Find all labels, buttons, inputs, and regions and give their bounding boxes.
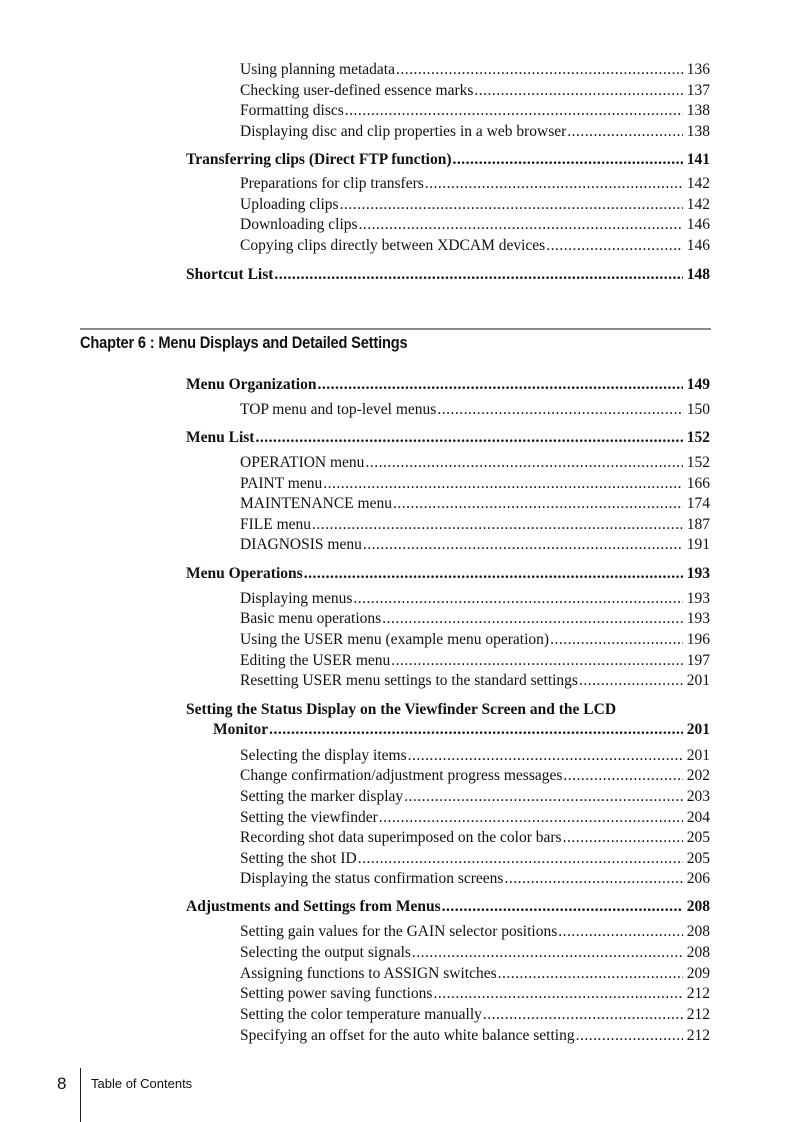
toc-entry-page: 191	[686, 536, 710, 553]
toc-section-title: Menu List	[186, 429, 255, 446]
toc-entry-page: 150	[686, 401, 710, 418]
toc-entry[interactable]	[240, 651, 710, 671]
toc-section-page: 193	[686, 565, 710, 582]
toc-entry-page: 166	[686, 475, 710, 492]
toc-entry[interactable]	[240, 195, 710, 215]
toc-section-title: Menu Operations	[186, 565, 303, 582]
leader-dots	[317, 375, 683, 395]
toc-entry-page: 137	[686, 82, 710, 99]
toc-section-page: 201	[686, 721, 710, 738]
toc-entry[interactable]	[240, 609, 710, 629]
toc-entry[interactable]	[240, 746, 710, 766]
toc-entry[interactable]	[240, 828, 710, 848]
toc-entry-page: 193	[686, 610, 710, 627]
leader-dots	[365, 453, 683, 473]
toc-entry-title: Editing the USER menu	[240, 652, 391, 669]
toc-entry[interactable]	[240, 453, 710, 473]
toc-entry-page: 205	[686, 850, 710, 867]
toc-entry-page: 208	[686, 923, 710, 940]
toc-entry[interactable]	[240, 787, 710, 807]
toc-section-title: Shortcut List	[186, 266, 274, 283]
toc-entry-title: PAINT menu	[240, 475, 323, 492]
toc-entry[interactable]	[240, 515, 710, 535]
toc-section-title: Menu Organization	[186, 376, 317, 393]
leader-dots	[274, 265, 683, 285]
toc-entry[interactable]	[240, 400, 710, 420]
toc-entry-page: 212	[686, 985, 710, 1002]
toc-entry-page: 197	[686, 652, 710, 669]
toc-entry-page: 142	[686, 196, 710, 213]
leader-dots	[425, 174, 683, 194]
toc-entry-title: Displaying the status confirmation screens	[240, 870, 504, 887]
toc-entry-title: Recording shot data superimposed on the color bars	[240, 829, 562, 846]
chapter-divider	[80, 328, 711, 330]
toc-entry-title: Change confirmation/adjustment progress messages	[240, 767, 563, 784]
leader-dots	[579, 671, 683, 691]
toc-section-menu-organization[interactable]	[186, 375, 710, 395]
toc-entry-title: Preparations for clip transfers	[240, 175, 424, 192]
toc-entry-page: 204	[686, 809, 710, 826]
leader-dots	[474, 81, 683, 101]
toc-entry-page: 146	[686, 237, 710, 254]
toc-entry[interactable]	[240, 101, 710, 121]
leader-dots	[576, 1026, 683, 1046]
footer-divider	[80, 1068, 81, 1122]
toc-entry-page: 138	[686, 123, 710, 140]
toc-entry-title: Displaying disc and clip properties in a web browser	[240, 123, 567, 140]
toc-section-page: 208	[686, 898, 710, 915]
toc-entry-title: Using the USER menu (example menu operation)	[240, 631, 550, 648]
toc-section-shortcut[interactable]	[186, 265, 710, 285]
leader-dots	[391, 651, 683, 671]
chapter-title: Chapter 6 : Menu Displays and Detailed Settings	[80, 333, 408, 352]
leader-dots	[433, 984, 683, 1004]
leader-dots	[255, 428, 683, 448]
leader-dots	[408, 746, 683, 766]
toc-entry[interactable]	[240, 215, 710, 235]
toc-entry-title: Resetting USER menu settings to the standard settings	[240, 672, 578, 689]
toc-entry[interactable]	[240, 630, 710, 650]
toc-entry[interactable]	[240, 535, 710, 555]
toc-entry-page: 174	[686, 495, 710, 512]
toc-entry-title: Assigning functions to ASSIGN switches	[240, 965, 497, 982]
toc-entry-title: MAINTENANCE menu	[240, 495, 392, 512]
toc-entry-title: OPERATION menu	[240, 454, 365, 471]
leader-dots	[358, 849, 683, 869]
toc-entry[interactable]	[240, 474, 710, 494]
leader-dots	[412, 943, 683, 963]
toc-entry-page: 212	[686, 1006, 710, 1023]
toc-section-page: 148	[686, 266, 710, 283]
leader-dots	[363, 535, 683, 555]
toc-entry[interactable]	[240, 922, 710, 942]
toc-section-status-display[interactable]	[213, 720, 710, 740]
toc-entry[interactable]	[240, 589, 710, 609]
toc-entry-page: 136	[686, 61, 710, 78]
toc-entry-title: Setting power saving functions	[240, 985, 433, 1002]
toc-entry[interactable]	[240, 964, 710, 984]
toc-entry[interactable]	[240, 122, 710, 142]
toc-entry[interactable]	[240, 869, 710, 889]
toc-entry-title: FILE menu	[240, 516, 312, 533]
leader-dots	[563, 828, 683, 848]
toc-section-adjustments[interactable]	[186, 897, 710, 917]
toc-entry-title: Uploading clips	[240, 196, 339, 213]
toc-entry[interactable]	[240, 849, 710, 869]
leader-dots	[442, 897, 683, 917]
toc-entry-title: Downloading clips	[240, 216, 358, 233]
toc-entry-page: 206	[686, 870, 710, 887]
leader-dots	[483, 1005, 683, 1025]
leader-dots	[312, 515, 683, 535]
toc-entry-title: Specifying an offset for the auto white balance setting	[240, 1027, 575, 1044]
toc-section-title: Transferring clips (Direct FTP function)	[186, 151, 452, 168]
toc-section-page: 149	[686, 376, 710, 393]
toc-entry-title: Displaying menus	[240, 590, 353, 607]
toc-entry-title: Selecting the output signals	[240, 944, 411, 961]
toc-entry-title: Setting the shot ID	[240, 850, 357, 867]
toc-entry[interactable]	[240, 808, 710, 828]
toc-entry[interactable]	[240, 943, 710, 963]
leader-dots	[498, 964, 683, 984]
leader-dots	[353, 589, 683, 609]
leader-dots	[382, 609, 683, 629]
toc-entry-page: 208	[686, 944, 710, 961]
toc-entry-page: 203	[686, 788, 710, 805]
toc-entry-title: Selecting the display items	[240, 747, 407, 764]
leader-dots	[546, 236, 683, 256]
toc-entry-page: 209	[686, 965, 710, 982]
toc-section-menu-operations[interactable]	[186, 564, 710, 584]
leader-dots	[396, 60, 683, 80]
toc-entry-title: Setting the marker display	[240, 788, 404, 805]
leader-dots	[393, 494, 683, 514]
toc-entry-page: 187	[686, 516, 710, 533]
toc-entry-page: 142	[686, 175, 710, 192]
leader-dots	[550, 630, 683, 650]
toc-entry[interactable]	[240, 81, 710, 101]
leader-dots	[323, 474, 683, 494]
leader-dots	[379, 808, 683, 828]
toc-entry[interactable]	[240, 1026, 710, 1046]
leader-dots	[452, 150, 683, 170]
toc-entry-title: Using planning metadata	[240, 61, 395, 78]
leader-dots	[567, 122, 683, 142]
leader-dots	[504, 869, 683, 889]
toc-entry-page: 201	[686, 672, 710, 689]
toc-entry-title: Formatting discs	[240, 102, 344, 119]
toc-section-transferring[interactable]	[186, 150, 710, 170]
toc-section-title: Monitor	[213, 721, 269, 738]
toc-entry[interactable]	[240, 236, 710, 256]
toc-section-page: 141	[686, 151, 710, 168]
footer-label: Table of Contents	[91, 1076, 193, 1091]
page-number: 8	[57, 1074, 67, 1093]
toc-section-title: Adjustments and Settings from Menus	[186, 898, 441, 915]
leader-dots	[437, 400, 683, 420]
leader-dots	[340, 195, 683, 215]
toc-entry-title: TOP menu and top-level menus	[240, 401, 437, 418]
toc-entry[interactable]	[240, 984, 710, 1004]
toc-entry-title: Setting gain values for the GAIN selector positions	[240, 923, 558, 940]
toc-entry-page: 202	[686, 767, 710, 784]
leader-dots	[359, 215, 683, 235]
toc-entry[interactable]	[240, 60, 710, 80]
toc-entry[interactable]	[240, 1005, 710, 1025]
leader-dots	[269, 720, 683, 740]
toc-entry-title: Checking user-defined essence marks	[240, 82, 474, 99]
toc-entry[interactable]	[240, 494, 710, 514]
toc-entry-page: 205	[686, 829, 710, 846]
toc-section-status-display-title[interactable]: Setting the Status Display on the Viewfinder Screen and the LCD	[186, 701, 617, 718]
toc-entry-title: DIAGNOSIS menu	[240, 536, 362, 553]
toc-entry-page: 196	[686, 631, 710, 648]
toc-entry-title: Basic menu operations	[240, 610, 382, 627]
toc-entry-title: Setting the viewfinder	[240, 809, 378, 826]
toc-entry-page: 138	[686, 102, 710, 119]
toc-entry[interactable]	[240, 766, 710, 786]
leader-dots	[404, 787, 683, 807]
leader-dots	[558, 922, 683, 942]
leader-dots	[304, 564, 683, 584]
toc-entry[interactable]	[240, 174, 710, 194]
toc-entry-page: 146	[686, 216, 710, 233]
toc-section-menu-list[interactable]	[186, 428, 710, 448]
toc-entry-title: Copying clips directly between XDCAM devices	[240, 237, 546, 254]
leader-dots	[345, 101, 683, 121]
toc-entry-page: 152	[686, 454, 710, 471]
toc-entry[interactable]	[240, 671, 710, 691]
toc-entry-page: 212	[686, 1027, 710, 1044]
toc-section-page: 152	[686, 429, 710, 446]
toc-entry-title: Setting the color temperature manually	[240, 1006, 482, 1023]
toc-entry-page: 193	[686, 590, 710, 607]
leader-dots	[563, 766, 683, 786]
toc-entry-page: 201	[686, 747, 710, 764]
